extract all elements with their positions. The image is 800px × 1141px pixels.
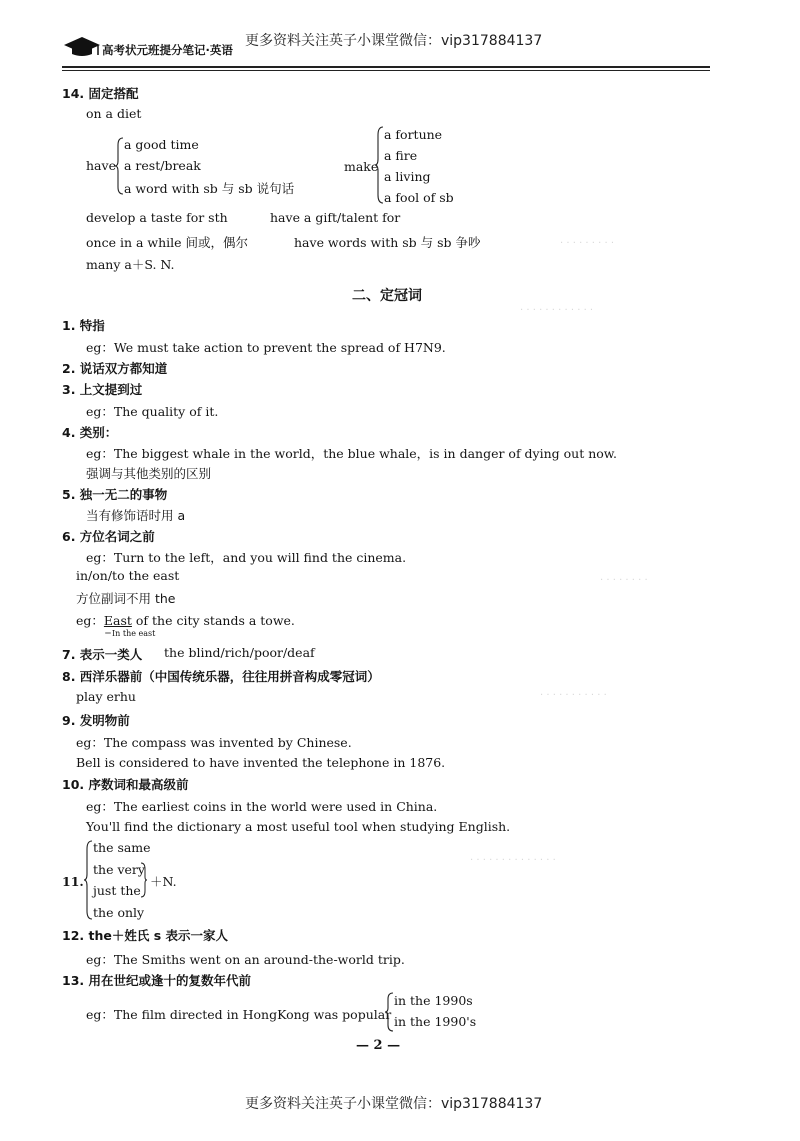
sec14-row-a-right: have a gift/talent for [270, 210, 401, 225]
item-9-example: eg：The compass was invented by Chinese. [76, 735, 352, 750]
item-2-title: 2. 说话双方都知道 [62, 361, 168, 376]
item-11-brace-icon [83, 840, 93, 920]
item-13-example: eg：The film directed in HongKong was popular [86, 1007, 392, 1022]
mortarboard-icon [62, 35, 102, 57]
have-word: have [86, 158, 116, 173]
make-item-2: a fire [384, 148, 418, 163]
item-6-example: eg：Turn to the left，and you will find the cinema. [86, 550, 407, 565]
item-13-option-2: in the 1990's [394, 1014, 477, 1029]
item-1-example: eg：We must take action to prevent the spread of H7N9. [86, 340, 446, 355]
item-11-number: 11. [62, 874, 84, 889]
item-4-example: eg：The biggest whale in the world，the blue whale，is in danger of dying out now. [86, 446, 617, 461]
make-item-1: a fortune [384, 127, 443, 142]
item-4-title: 4. 类别： [62, 425, 118, 440]
item-1-title: 1. 特指 [62, 318, 105, 333]
make-word: make [344, 159, 379, 174]
item-11-option-3: just the [93, 883, 141, 898]
make-item-4: a fool of sb [384, 190, 454, 205]
sec14-line1: on a diet [86, 106, 142, 121]
item-5-title: 5. 独一无二的事物 [62, 487, 168, 502]
have-item-3: a word with sb 与 sb 说句话 [124, 181, 295, 196]
item-6-example2 [76, 611, 295, 629]
item-10-line2: You'll find the dictionary a most useful tool when studying English. [86, 819, 511, 834]
item-10-title: 10. 序数词和最高级前 [62, 777, 189, 792]
item-13-option-1: in the 1990s [394, 993, 473, 1008]
item-12-title: 12. the＋姓氏 s 表示一家人 [62, 928, 228, 943]
header-watermark: 更多资料关注英子小课堂微信：vip317884137 [245, 33, 543, 49]
item-7-title: 7. 表示一类人 [62, 647, 143, 662]
sec14-row-a-left: develop a taste for sth [86, 210, 228, 225]
item-11-option-1: the same [93, 840, 151, 855]
bleed-through: · · · · · · · · · [560, 238, 615, 249]
sec14-row-b-left: once in a while 间或，偶尔 [86, 235, 249, 250]
item-3-example: eg：The quality of it. [86, 404, 219, 419]
item-9-title: 9. 发明物前 [62, 713, 130, 728]
have-item-1: a good time [124, 137, 199, 152]
item-10-example: eg：The earliest coins in the world were used in China. [86, 799, 438, 814]
item-6-title: 6. 方位名词之前 [62, 529, 155, 544]
underlined-word: East [103, 613, 132, 628]
example-rest: of the city stands a towe. [131, 613, 295, 628]
make-brace-icon [374, 126, 384, 204]
item-6-note: 方位副词不用 the [76, 591, 176, 606]
bleed-through: · · · · · · · · · · · [540, 690, 607, 701]
have-item-2: a rest/break [124, 158, 201, 173]
sec14-row-c: many a＋S. N. [86, 257, 175, 272]
section-title: 二、定冠词 [352, 288, 422, 304]
sec14-title: 14. 固定搭配 [62, 86, 139, 101]
example-prefix: eg： [76, 613, 104, 628]
item-12-example: eg：The Smiths went on an around-the-world trip. [86, 952, 405, 967]
item-11-option-2: the very [93, 862, 145, 877]
make-item-3: a living [384, 169, 431, 184]
item-3-title: 3. 上文提到过 [62, 382, 143, 397]
sec14-row-b-right: have words with sb 与 sb 争吵 [294, 235, 481, 250]
book-title: 高考状元班提分笔记·英语 [102, 43, 233, 57]
item-11-right-brace-icon [140, 862, 148, 898]
item-11-suffix: ＋N. [150, 874, 177, 889]
bleed-through: · · · · · · · · · · · · [520, 305, 594, 316]
page-number: — 2 — [356, 1038, 401, 1053]
item-8-text: play erhu [76, 689, 136, 704]
header-rule-thin [62, 70, 710, 71]
item-9-line2: Bell is considered to have invented the telephone in 1876. [76, 755, 446, 770]
item-6-sub-note: ＝In the east [104, 629, 156, 638]
item-6-line2: in/on/to the east [76, 568, 180, 583]
item-7-text: the blind/rich/poor/deaf [164, 645, 315, 660]
item-11-option-4: the only [93, 905, 145, 920]
bleed-through: · · · · · · · · · · · · · · [470, 855, 556, 866]
have-brace-icon [114, 137, 124, 195]
item-13-brace-icon [384, 992, 394, 1032]
item-13-title: 13. 用在世纪或逢十的复数年代前 [62, 973, 251, 988]
item-4-note: 强调与其他类别的区别 [86, 466, 212, 481]
header-rule [62, 66, 710, 68]
bleed-through: · · · · · · · · [600, 575, 648, 586]
item-5-note: 当有修饰语时用 a [86, 508, 186, 523]
footer-watermark: 更多资料关注英子小课堂微信：vip317884137 [245, 1096, 543, 1112]
item-8-title: 8. 西洋乐器前（中国传统乐器，往往用拼音构成零冠词） [62, 669, 380, 684]
